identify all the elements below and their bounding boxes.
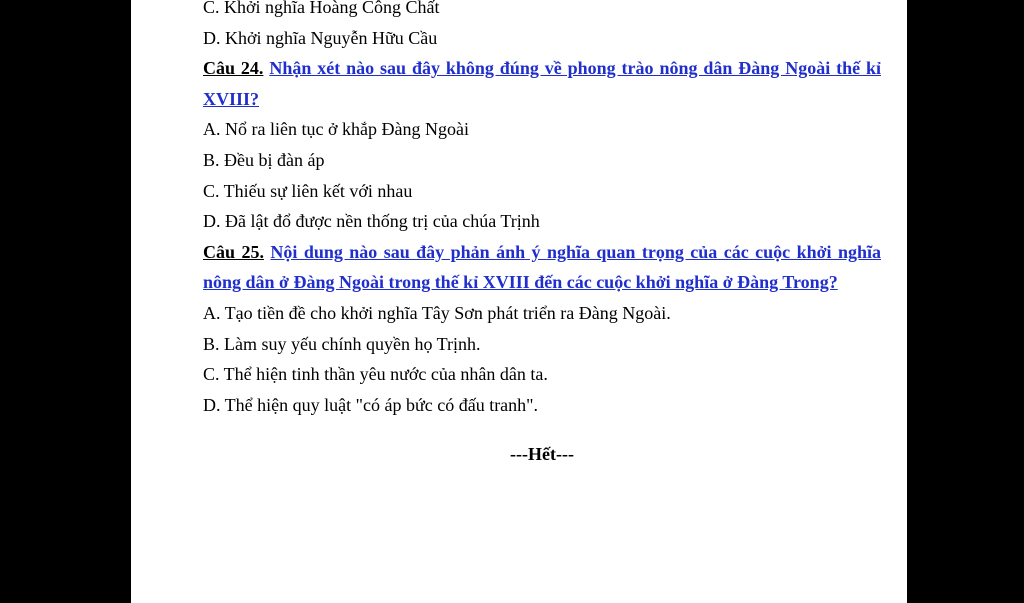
question-25-option-a: A. Tạo tiền đề cho khởi nghĩa Tây Sơn phát triển ra Đàng Ngoài. bbox=[203, 302, 671, 323]
question-24-option-b: B. Đều bị đàn áp bbox=[203, 149, 325, 170]
question-24 bbox=[203, 53, 881, 114]
question-24-label: Câu 24. bbox=[203, 58, 264, 79]
end-mark: ---Hết--- bbox=[510, 444, 574, 464]
question-25-option-d: D. Thể hiện quy luật "có áp bức có đấu tranh". bbox=[203, 394, 539, 415]
question-25-label: Câu 25. bbox=[203, 241, 264, 262]
option-d-prev: D. Khởi nghĩa Nguyễn Hữu Cầu bbox=[203, 27, 438, 48]
question-24-option-a: A. Nổ ra liên tục ở khắp Đàng Ngoài bbox=[203, 119, 469, 140]
question-24-text: Nhận xét nào sau đây không đúng về phong trào nông dân Đàng Ngoài thế kỉ XVIII? bbox=[203, 58, 882, 109]
document-page bbox=[131, 0, 907, 603]
question-25 bbox=[203, 237, 881, 298]
question-24-option-d: D. Đã lật đổ được nền thống trị của chúa Trịnh bbox=[203, 211, 540, 232]
question-25-option-b: B. Làm suy yếu chính quyền họ Trịnh. bbox=[203, 333, 481, 354]
question-24-option-c: C. Thiếu sự liên kết với nhau bbox=[203, 180, 413, 201]
document-content bbox=[203, 0, 881, 420]
question-25-text: Nội dung nào sau đây phản ánh ý nghĩa quan trọng của các cuộc khởi nghĩa nông dân ở Đàng Ngoài trong thế kỉ XVIII đến các cuộc khởi nghĩa ở Đàng Trong? bbox=[203, 241, 882, 293]
question-25-option-c: C. Thể hiện tinh thần yêu nước của nhân dân ta. bbox=[203, 364, 548, 385]
option-c-prev: C. Khởi nghĩa Hoàng Công Chất bbox=[203, 0, 440, 17]
